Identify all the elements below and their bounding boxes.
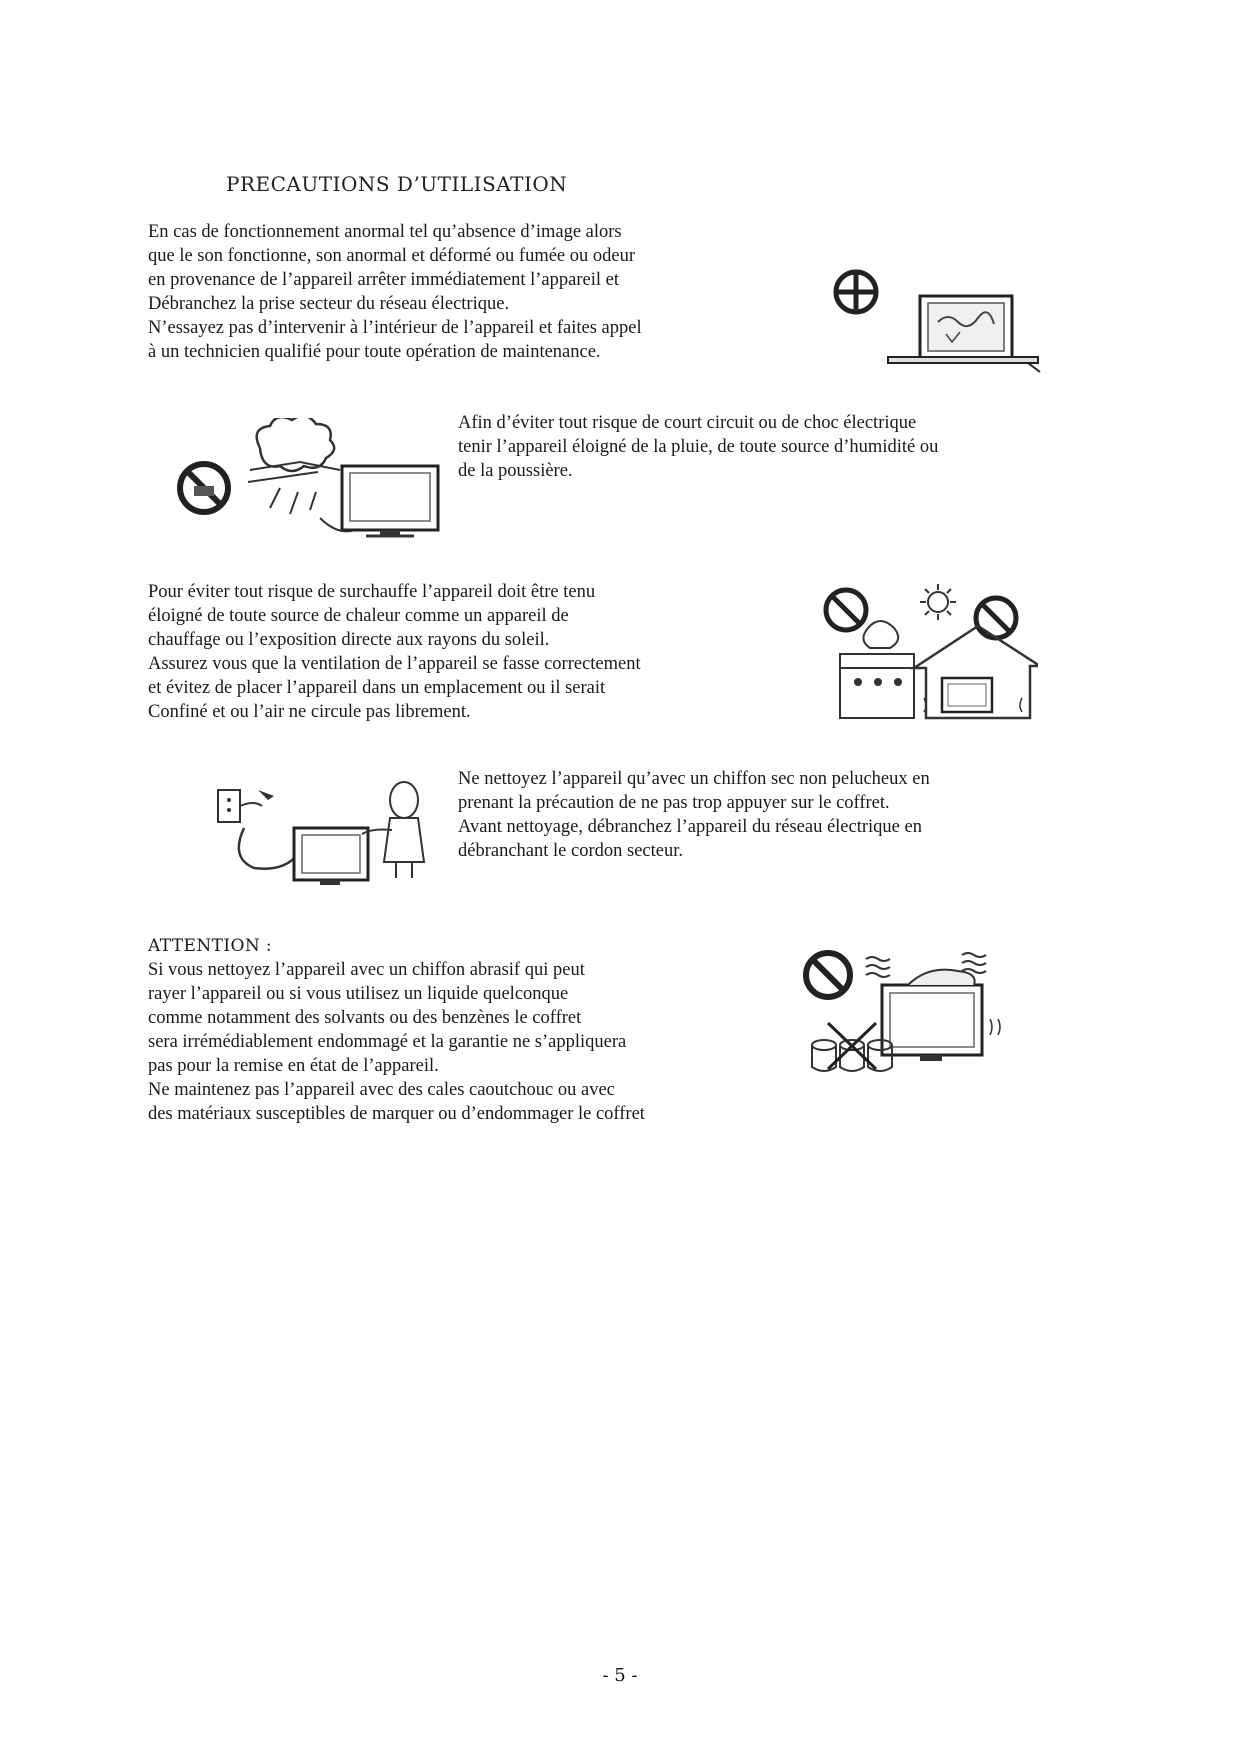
tv-with-plus-icon xyxy=(828,262,1048,374)
page-number: - 5 - xyxy=(602,1665,638,1686)
text-line: Pour éviter tout risque de surchauffe l’appareil doit être tenu xyxy=(148,582,596,602)
text-line: Assurez vous que la ventilation de l’appareil se fasse correctement xyxy=(148,654,641,674)
text-line: Ne nettoyez l’appareil qu’avec un chiffon sec non pelucheux en xyxy=(458,769,930,789)
text-line: Avant nettoyage, débranchez l’appareil du réseau électrique en xyxy=(458,817,922,837)
text-line: N’essayez pas d’intervenir à l’intérieur de l’appareil et faites appel xyxy=(148,318,642,338)
no-moisture-tv-icon xyxy=(170,418,470,548)
text-line: des matériaux susceptibles de marquer ou d’endommager le coffret xyxy=(148,1104,645,1124)
text-line: En cas de fonctionnement anormal tel qu’absence d’image alors xyxy=(148,222,622,242)
text-line: que le son fonctionne, son anormal et déformé ou fumée ou odeur xyxy=(148,246,636,266)
text-line: débranchant le cordon secteur. xyxy=(458,841,683,861)
text-line: pas pour la remise en état de l’appareil. xyxy=(148,1056,439,1076)
text-line: chauffage ou l’exposition directe aux rayons du soleil. xyxy=(148,630,550,650)
section-2-text xyxy=(458,411,938,483)
no-solvent-cleaning-icon xyxy=(800,945,1010,1080)
unplug-before-cleaning-icon xyxy=(214,770,434,890)
text-line: rayer l’appareil ou si vous utilisez un liquide quelconque xyxy=(148,984,569,1004)
text-line: de la poussière. xyxy=(458,461,573,481)
section-3-text xyxy=(148,580,641,724)
section-1-text xyxy=(148,220,642,364)
text-line: éloigné de toute source de chaleur comme un appareil de xyxy=(148,606,569,626)
text-line: prenant la précaution de ne pas trop appuyer sur le coffret. xyxy=(458,793,890,813)
text-line: comme notamment des solvants ou des benzènes le coffret xyxy=(148,1008,582,1028)
section-4-text xyxy=(458,767,930,863)
text-line: Confiné et ou l’air ne circule pas librement. xyxy=(148,702,471,722)
text-line: Débranchez la prise secteur du réseau électrique. xyxy=(148,294,510,314)
text-line: Si vous nettoyez l’appareil avec un chiffon abrasif qui peut xyxy=(148,960,585,980)
text-line: en provenance de l’appareil arrêter immédiatement l’appareil et xyxy=(148,270,619,290)
text-line: à un technicien qualifié pour toute opération de maintenance. xyxy=(148,342,601,362)
no-heat-source-icon xyxy=(818,582,1038,722)
attention-label: ATTENTION : xyxy=(148,936,273,956)
text-line: sera irrémédiablement endommagé et la garantie ne s’appliquera xyxy=(148,1032,627,1052)
text-line: Ne maintenez pas l’appareil avec des cales caoutchouc ou avec xyxy=(148,1080,615,1100)
text-line: Afin d’éviter tout risque de court circuit ou de choc électrique xyxy=(458,413,917,433)
text-line: tenir l’appareil éloigné de la pluie, de toute source d’humidité ou xyxy=(458,437,939,457)
text-line: et évitez de placer l’appareil dans un emplacement ou il serait xyxy=(148,678,606,698)
page-title: PRECAUTIONS D’UTILISATION xyxy=(226,172,568,196)
section-5-text xyxy=(148,934,645,1126)
